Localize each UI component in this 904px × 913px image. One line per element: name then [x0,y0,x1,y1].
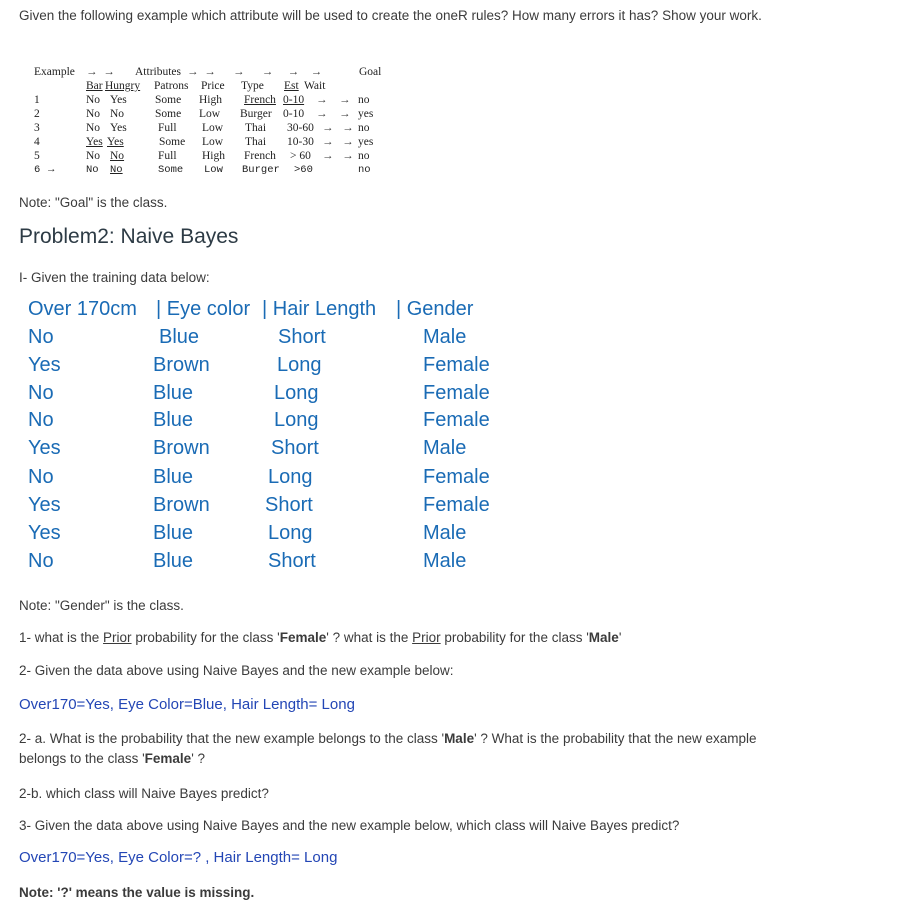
header-hair-length: | Hair Length [262,298,377,320]
attributes-header: Attributes [135,66,181,78]
example-row: 5 No No Full High French > 60 → → no [34,150,370,162]
training-row: No Blue Short Male [28,326,467,348]
example-table [34,64,414,180]
question-oner: Given the following example which attribute will be used to create the oneR rules? How many errors it has? Show your work. [19,8,762,23]
problem2-title: Problem2: Naive Bayes [19,225,239,248]
header-eye-color: | Eye color [156,298,251,320]
header-gender: | Gender [396,298,474,320]
goal-header: Goal [359,66,382,78]
question-new-example: 2- Given the data above using Naive Bayes and the new example below: [19,663,454,678]
question-2b: 2-b. which class will Naive Bayes predict? [19,786,269,801]
training-row: No Blue Long Female [28,466,490,488]
note-missing-value: Note: '?' means the value is missing. [19,885,255,900]
example-row: 2 No No Some Low Burger 0-10 → → yes [34,108,374,120]
attribute-names-row: Bar Hungry Patrons Price Type Est Wait [86,80,326,92]
training-row: Yes Brown Short Male [28,437,467,459]
note-gender-class: Note: "Gender" is the class. [19,598,184,613]
training-row: No Blue Long Female [28,409,490,431]
example-header: Example [34,66,75,78]
training-row: Yes Blue Long Male [28,522,467,544]
training-header-row [28,298,488,325]
example-header-row: Example → → Attributes → → → → → → Goal [34,66,382,78]
example-row: 6 → No No Some Low Burger >60 no [34,164,371,176]
new-example-2: Over170=Yes, Eye Color=? , Hair Length= Long [19,849,338,866]
question-2a: 2- a. What is the probability that the new example belongs to the class 'Male' ? What is the probability that the new example belongs to the class 'Female' ? [19,731,757,766]
training-row: Yes Brown Long Female [28,354,490,376]
example-row: 4 Yes Yes Some Low Thai 10-30 → → yes [34,136,374,148]
example-row: 3 No Yes Full Low Thai 30-60 → → no [34,122,370,134]
question-prior-probability: 1- what is the Prior probability for the class 'Female' ? what is the Prior probability for the class 'Male' [19,630,622,645]
new-example-1: Over170=Yes, Eye Color=Blue, Hair Length= Long [19,696,355,713]
given-training-data-text: I- Given the training data below: [19,270,210,285]
note-goal-class: Note: "Goal" is the class. [19,195,168,210]
example-row: 1 No Yes Some High French 0-10 → → no [34,94,370,106]
header-over170: Over 170cm [28,298,137,320]
training-row: No Blue Long Female [28,382,490,404]
question-3: 3- Given the data above using Naive Bayes and the new example below, which class will Naive Bayes predict? [19,818,680,833]
training-row: Yes Brown Short Female [28,494,490,516]
training-row: No Blue Short Male [28,550,467,572]
